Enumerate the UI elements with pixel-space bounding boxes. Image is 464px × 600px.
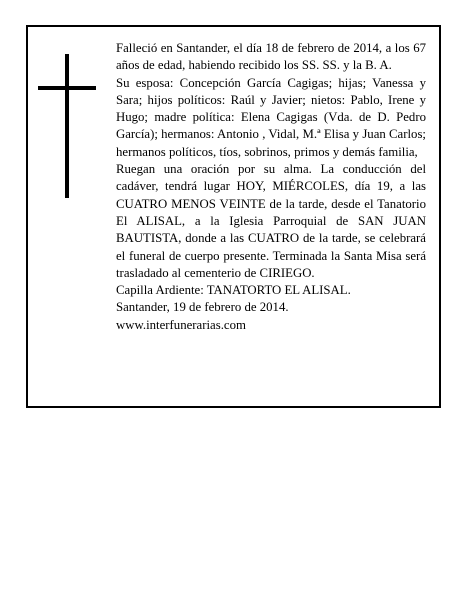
cross-horizontal-bar	[38, 86, 96, 90]
place-date: Santander, 19 de febrero de 2014.	[116, 300, 289, 315]
family-list: Su esposa: Concepción García Cagigas; hijas; Vanessa y Sara; hijos políticos: Raúl y Javier; nietos: Pablo, Irene y Hugo; madre política: Elena Cagigas (Vda. de D. Pedro García); hermanos: Antonio , Vidal, M.ª Elisa y Juan Carlos; hermanos políticos, tíos, sobrinos, primos y demás familia,	[116, 75, 426, 159]
latin-cross-icon	[38, 54, 96, 198]
obituary-text	[116, 40, 426, 334]
death-announcement: Falleció en Santander, el día 18 de febrero de 2014, a los 67 años de edad, habiendo recibido los SS. SS. y la B. A.	[116, 41, 426, 73]
chapel-info: Capilla Ardiente: TANATORTO EL ALISAL.	[116, 283, 351, 298]
obituary-notice	[26, 25, 441, 408]
funeral-details: Ruegan una oración por su alma. La conducción del cadáver, tendrá lugar HOY, MIÉRCOLES, día 19, a las CUATRO MENOS VEINTE de la tarde, desde el Tanatorio El ALISAL, a la Iglesia Parroquial de SAN JUAN BAUTISTA, donde a las CUATRO de la tarde, se celebrará el funeral de cuerpo presente. Terminada la Santa Misa será trasladado al cementerio de CIRIEGO.	[116, 162, 426, 280]
cross-vertical-bar	[65, 54, 69, 198]
website-link[interactable]: www.interfunerarias.com	[116, 317, 246, 332]
